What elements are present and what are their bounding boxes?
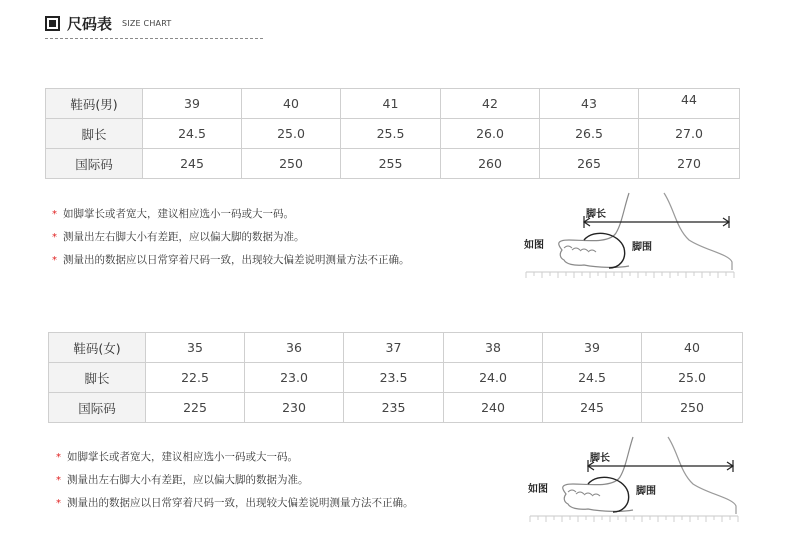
foot-illustration (524, 188, 736, 280)
table-cell: 38 (444, 333, 543, 363)
men-size-table (45, 88, 740, 179)
table-cell: 24.5 (543, 363, 642, 393)
example-label: 如图 (528, 484, 548, 495)
table-cell: 25.0 (242, 119, 341, 149)
table-cell: 255 (341, 149, 441, 179)
note-text: 测量出左右脚大小有差距，应以偏大脚的数据为准。 (63, 231, 305, 243)
star-marker: * (56, 452, 61, 463)
table-row (46, 119, 740, 149)
note-item (52, 203, 410, 226)
table-cell: 25.5 (341, 119, 441, 149)
note-item (56, 492, 414, 515)
star-marker: * (56, 498, 61, 509)
table-cell: 235 (344, 393, 444, 423)
table-cell: 40 (642, 333, 743, 363)
table-row (49, 333, 743, 363)
note-item (56, 469, 414, 492)
note-text: 测量出的数据应以日常穿着尺码一致，出现较大偏差说明测量方法不正确。 (67, 497, 414, 509)
page-subtitle: SIZE CHART (122, 18, 172, 28)
row-label: 国际码 (46, 149, 143, 179)
table-cell: 245 (543, 393, 642, 423)
table-row (49, 363, 743, 393)
table-cell: 37 (344, 333, 444, 363)
table-cell: 265 (540, 149, 639, 179)
note-text: 如脚掌长或者宽大，建议相应选小一码或大一码。 (67, 451, 298, 463)
table-cell: 250 (242, 149, 341, 179)
note-text: 如脚掌长或者宽大，建议相应选小一码或大一码。 (63, 208, 294, 220)
men-notes (52, 203, 410, 272)
table-cell: 36 (245, 333, 344, 363)
star-marker: * (56, 475, 61, 486)
header-divider (45, 38, 263, 39)
table-cell: 41 (341, 89, 441, 119)
square-bullet-icon (45, 16, 60, 31)
table-row (49, 393, 743, 423)
note-text: 测量出的数据应以日常穿着尺码一致，出现较大偏差说明测量方法不正确。 (63, 254, 410, 266)
table-cell: 22.5 (146, 363, 245, 393)
note-text: 测量出左右脚大小有差距，应以偏大脚的数据为准。 (67, 474, 309, 486)
row-label: 鞋码(女) (49, 333, 146, 363)
row-label: 脚长 (46, 119, 143, 149)
row-label: 鞋码(男) (46, 89, 143, 119)
star-marker: * (52, 255, 57, 266)
table-cell: 44 (639, 89, 740, 119)
women-size-table (48, 332, 743, 423)
table-cell: 245 (143, 149, 242, 179)
table-cell: 43 (540, 89, 639, 119)
table-cell: 24.5 (143, 119, 242, 149)
section-header (45, 12, 171, 34)
table-cell: 26.0 (441, 119, 540, 149)
example-label: 如图 (524, 240, 544, 251)
foot-illustration (528, 432, 740, 524)
table-row (46, 89, 740, 119)
women-notes (56, 446, 414, 515)
table-cell: 23.0 (245, 363, 344, 393)
table-cell: 23.5 (344, 363, 444, 393)
table-cell: 27.0 (639, 119, 740, 149)
table-cell: 270 (639, 149, 740, 179)
table-row (46, 149, 740, 179)
foot-measure-diagram (528, 432, 740, 524)
foot-measure-diagram (524, 188, 736, 280)
note-item (56, 446, 414, 469)
table-cell: 26.5 (540, 119, 639, 149)
star-marker: * (52, 232, 57, 243)
table-cell: 39 (143, 89, 242, 119)
table-cell: 240 (444, 393, 543, 423)
foot-girth-label: 脚围 (632, 242, 652, 253)
foot-girth-label: 脚围 (636, 486, 656, 497)
table-cell: 230 (245, 393, 344, 423)
table-cell: 250 (642, 393, 743, 423)
page-title: 尺码表 (67, 14, 113, 33)
note-item (52, 226, 410, 249)
table-cell: 225 (146, 393, 245, 423)
note-item (52, 249, 410, 272)
foot-length-label: 脚长 (590, 453, 610, 464)
table-cell: 260 (441, 149, 540, 179)
table-cell: 39 (543, 333, 642, 363)
table-cell: 40 (242, 89, 341, 119)
table-cell: 25.0 (642, 363, 743, 393)
row-label: 国际码 (49, 393, 146, 423)
table-cell: 42 (441, 89, 540, 119)
row-label: 脚长 (49, 363, 146, 393)
table-cell: 35 (146, 333, 245, 363)
table-cell: 24.0 (444, 363, 543, 393)
star-marker: * (52, 209, 57, 220)
foot-length-label: 脚长 (586, 209, 606, 220)
